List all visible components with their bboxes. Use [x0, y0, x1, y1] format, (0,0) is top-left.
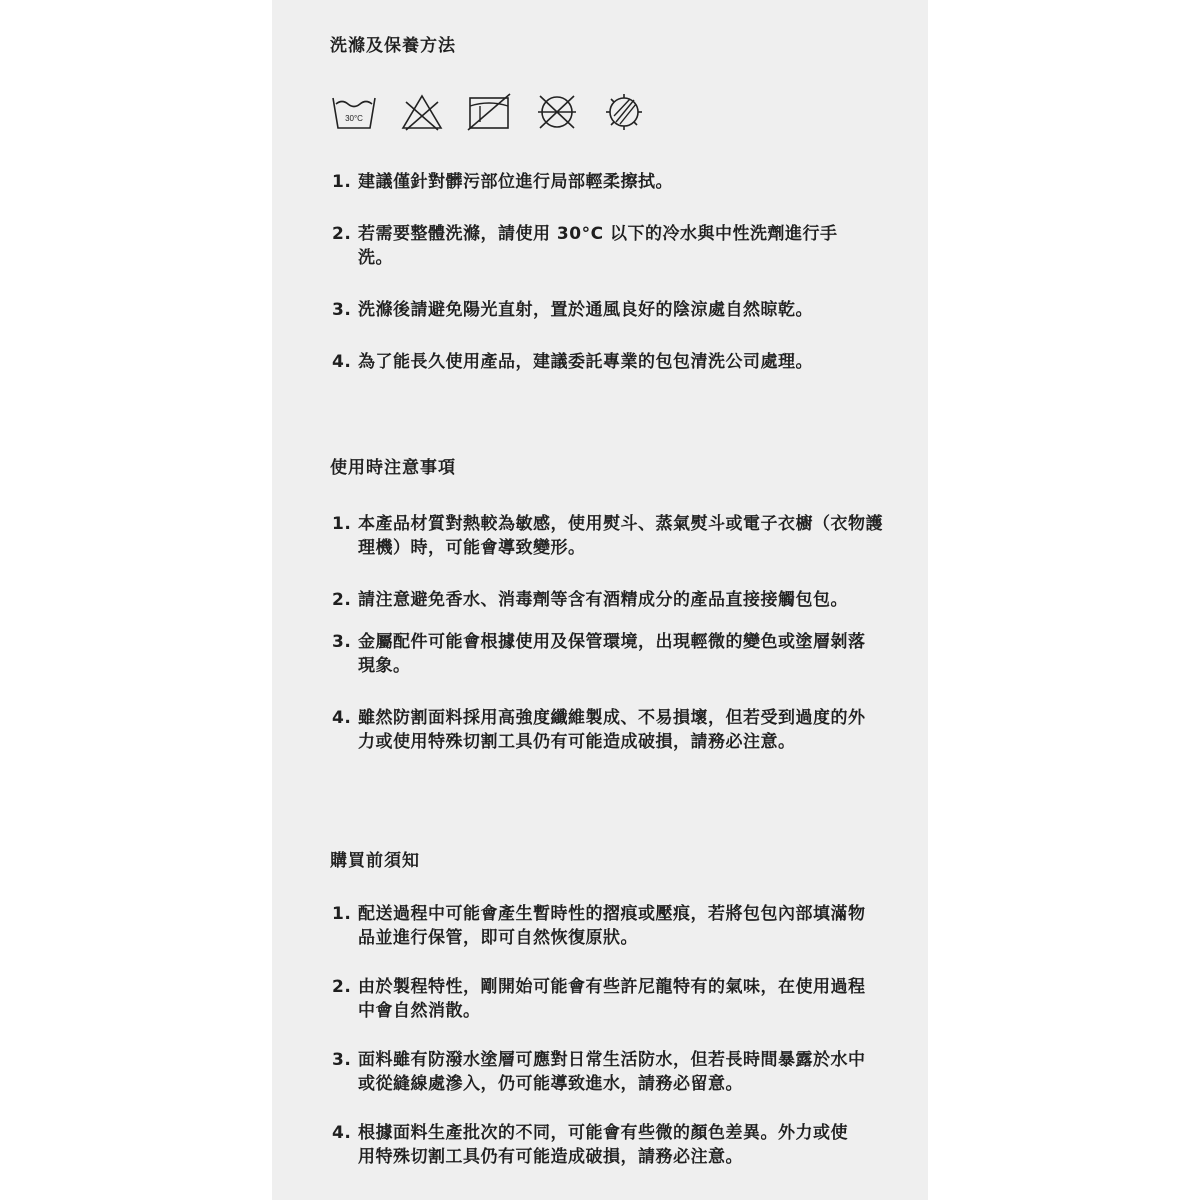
- item-text: 若需要整體洗滌，請使用 30°C 以下的冷水與中性洗劑進行手洗。: [358, 224, 838, 268]
- wash-temp-label: 30°C: [345, 114, 363, 123]
- care-icons: [330, 90, 646, 134]
- section-title-care: 洗滌及保養方法: [330, 36, 456, 56]
- purchase-list: [332, 902, 892, 1169]
- list-item: [332, 1048, 892, 1096]
- item-number: 1.: [332, 514, 352, 534]
- item-number: 4.: [332, 708, 352, 728]
- list-item: [332, 1121, 892, 1169]
- item-text: 根據面料生產批次的不同，可能會有些微的顏色差異。外力或使用特殊切割工具仍有可能造成破損，請務必注意。: [358, 1123, 848, 1167]
- item-text: 由於製程特性，剛開始可能會有些許尼龍特有的氣味，在使用過程中會自然消散。: [358, 977, 866, 1021]
- list-item: [332, 630, 892, 678]
- list-item: [332, 902, 892, 950]
- item-number: 2.: [332, 590, 352, 610]
- list-item: [332, 170, 892, 194]
- usage-list: [332, 512, 892, 754]
- wash-30-icon: [330, 92, 378, 132]
- item-text: 本產品材質對熱較為敏感，使用熨斗、蒸氣熨斗或電子衣櫥（衣物護理機）時，可能會導致變形。: [358, 514, 883, 558]
- item-number: 1.: [332, 172, 352, 192]
- list-item: [332, 298, 892, 322]
- list-item: [332, 706, 892, 754]
- item-text: 建議僅針對髒污部位進行局部輕柔擦拭。: [358, 172, 673, 192]
- no-iron-icon: [602, 92, 646, 132]
- item-text: 請注意避免香水、消毒劑等含有酒精成分的產品直接接觸包包。: [358, 590, 848, 610]
- section-title-purchase: 購買前須知: [330, 851, 420, 871]
- list-item: [332, 350, 892, 374]
- item-number: 4.: [332, 352, 352, 372]
- item-text: 配送過程中可能會產生暫時性的摺痕或壓痕，若將包包內部填滿物品並進行保管，即可自然恢復原狀。: [358, 904, 866, 948]
- no-tumble-dry-icon: [466, 92, 512, 132]
- list-item: [332, 588, 892, 612]
- care-list: [332, 170, 892, 374]
- item-number: 3.: [332, 1050, 352, 1070]
- item-text: 雖然防割面料採用高強度纖維製成、不易損壞，但若受到過度的外力或使用特殊切割工具仍有可能造成破損，請務必注意。: [358, 708, 866, 752]
- item-text: 金屬配件可能會根據使用及保管環境，出現輕微的變色或塗層剝落現象。: [358, 632, 866, 676]
- no-dryclean-icon: [534, 92, 580, 132]
- item-text: 洗滌後請避免陽光直射，置於通風良好的陰涼處自然晾乾。: [358, 300, 813, 320]
- item-number: 2.: [332, 977, 352, 997]
- no-bleach-icon: [400, 92, 444, 132]
- section-title-usage: 使用時注意事項: [330, 458, 456, 478]
- list-item: [332, 975, 892, 1023]
- item-text: 為了能長久使用產品，建議委託專業的包包清洗公司處理。: [358, 352, 813, 372]
- list-item: [332, 512, 892, 560]
- item-number: 2.: [332, 224, 352, 244]
- item-number: 3.: [332, 300, 352, 320]
- list-item: [332, 222, 892, 270]
- item-number: 3.: [332, 632, 352, 652]
- item-number: 1.: [332, 904, 352, 924]
- item-number: 4.: [332, 1123, 352, 1143]
- item-text: 面料雖有防潑水塗層可應對日常生活防水，但若長時間暴露於水中或從縫線處滲入，仍可能導致進水，請務必留意。: [358, 1050, 866, 1094]
